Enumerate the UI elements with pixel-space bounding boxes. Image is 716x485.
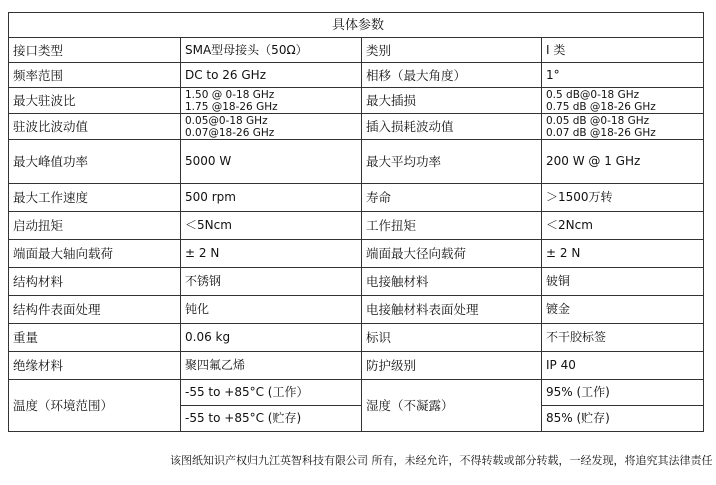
param-label: 绝缘材料 bbox=[9, 352, 181, 380]
spec-row bbox=[9, 352, 704, 380]
param-value bbox=[181, 114, 362, 140]
spec-row bbox=[9, 88, 704, 114]
param-value bbox=[181, 212, 362, 240]
param-label: 最大峰值功率 bbox=[9, 140, 181, 184]
param-value-line: SMA型母接头（50Ω） bbox=[185, 42, 308, 57]
param-value bbox=[542, 324, 704, 352]
param-value-line: ＞1500万转 bbox=[546, 190, 613, 204]
param-value-line: 1.75 @18-26 GHz bbox=[185, 100, 278, 113]
param-value-line: 不干胶标签 bbox=[546, 330, 607, 344]
humidity-storage: 85% (贮存) bbox=[542, 406, 704, 432]
spec-row bbox=[9, 38, 704, 63]
param-value-line: 500 rpm bbox=[185, 190, 236, 204]
param-value bbox=[181, 296, 362, 324]
param-label: 最大驻波比 bbox=[9, 88, 181, 114]
temperature-operating: -55 to +85°C (工作） bbox=[181, 380, 362, 406]
param-value-line: 镀金 bbox=[546, 302, 571, 316]
param-label: 接口类型 bbox=[9, 38, 181, 63]
param-value bbox=[181, 268, 362, 296]
param-value-line: 铍铜 bbox=[546, 274, 571, 288]
param-value bbox=[181, 184, 362, 212]
humidity-label: 湿度（不凝露） bbox=[362, 380, 542, 432]
param-value-line: 聚四氟乙烯 bbox=[185, 358, 246, 372]
param-value bbox=[181, 38, 362, 63]
param-value-line: 5000 W bbox=[185, 154, 232, 168]
param-label: 端面最大轴向载荷 bbox=[9, 240, 181, 268]
spec-row bbox=[9, 324, 704, 352]
param-value-line: 0.75 dB @18-26 GHz bbox=[546, 100, 656, 113]
temperature-label: 温度（环境范围） bbox=[9, 380, 181, 432]
param-value-line: 0.05@0-18 GHz bbox=[185, 114, 268, 127]
param-label: 结构材料 bbox=[9, 268, 181, 296]
param-value-line: 不锈钢 bbox=[185, 274, 222, 288]
param-value bbox=[181, 140, 362, 184]
param-value-line: ± 2 N bbox=[185, 246, 220, 260]
param-value bbox=[542, 140, 704, 184]
param-value bbox=[181, 63, 362, 88]
param-value-line: 钝化 bbox=[185, 302, 210, 316]
param-label: 最大工作速度 bbox=[9, 184, 181, 212]
param-value-line: DC to 26 GHz bbox=[185, 67, 266, 82]
param-value-line: ± 2 N bbox=[546, 246, 581, 260]
param-value-line: I 类 bbox=[546, 42, 566, 57]
param-value-line: 0.06 kg bbox=[185, 330, 231, 344]
param-value-line: ＜2Ncm bbox=[546, 218, 593, 232]
param-value-line: 1.50 @ 0-18 GHz bbox=[185, 88, 275, 101]
spec-table bbox=[8, 12, 704, 432]
param-value bbox=[542, 268, 704, 296]
spec-row bbox=[9, 140, 704, 184]
param-value bbox=[542, 352, 704, 380]
param-value bbox=[181, 352, 362, 380]
spec-row bbox=[9, 63, 704, 88]
table-title: 具体参数 bbox=[9, 13, 704, 38]
param-value-line: 0.07 dB @18-26 GHz bbox=[546, 126, 656, 139]
param-label: 频率范围 bbox=[9, 63, 181, 88]
param-value bbox=[542, 240, 704, 268]
environment-row bbox=[9, 380, 704, 406]
param-label: 工作扭矩 bbox=[362, 212, 542, 240]
param-label: 最大插损 bbox=[362, 88, 542, 114]
param-value bbox=[181, 88, 362, 114]
param-value bbox=[542, 63, 704, 88]
param-value bbox=[542, 296, 704, 324]
param-value-line: 200 W @ 1 GHz bbox=[546, 154, 641, 168]
param-value-line: 1° bbox=[546, 67, 560, 82]
humidity-operating: 95% (工作) bbox=[542, 380, 704, 406]
spec-row bbox=[9, 212, 704, 240]
param-label: 重量 bbox=[9, 324, 181, 352]
param-label: 电接触材料表面处理 bbox=[362, 296, 542, 324]
param-value-line: 0.07@18-26 GHz bbox=[185, 126, 275, 139]
param-label: 寿命 bbox=[362, 184, 542, 212]
param-value bbox=[181, 240, 362, 268]
spec-row bbox=[9, 268, 704, 296]
param-label: 启动扭矩 bbox=[9, 212, 181, 240]
param-label: 端面最大径向载荷 bbox=[362, 240, 542, 268]
temperature-storage: -55 to +85°C (贮存) bbox=[181, 406, 362, 432]
spec-row bbox=[9, 240, 704, 268]
param-value-line: 0.05 dB @0-18 GHz bbox=[546, 114, 650, 127]
spec-sheet bbox=[8, 12, 703, 432]
param-value-line: IP 40 bbox=[546, 358, 576, 372]
spec-row bbox=[9, 296, 704, 324]
param-value-line: 0.5 dB@0-18 GHz bbox=[546, 88, 640, 101]
param-label: 防护级别 bbox=[362, 352, 542, 380]
param-value bbox=[181, 324, 362, 352]
param-label: 驻波比波动值 bbox=[9, 114, 181, 140]
spec-row bbox=[9, 184, 704, 212]
param-value bbox=[542, 184, 704, 212]
param-label: 结构件表面处理 bbox=[9, 296, 181, 324]
copyright-notice: 该图纸知识产权归九江英智科技有限公司 所有，未经允许，不得转载或部分转载，一经发现，将追究其法律责任 bbox=[170, 454, 713, 467]
param-label: 电接触材料 bbox=[362, 268, 542, 296]
param-value bbox=[542, 212, 704, 240]
param-value bbox=[542, 114, 704, 140]
param-value-line: ＜5Ncm bbox=[185, 218, 232, 232]
param-label: 类别 bbox=[362, 38, 542, 63]
param-label: 最大平均功率 bbox=[362, 140, 542, 184]
param-label: 相移（最大角度） bbox=[362, 63, 542, 88]
spec-row bbox=[9, 114, 704, 140]
param-label: 标识 bbox=[362, 324, 542, 352]
param-value bbox=[542, 38, 704, 63]
param-label: 插入损耗波动值 bbox=[362, 114, 542, 140]
param-value bbox=[542, 88, 704, 114]
title-row bbox=[9, 13, 704, 38]
